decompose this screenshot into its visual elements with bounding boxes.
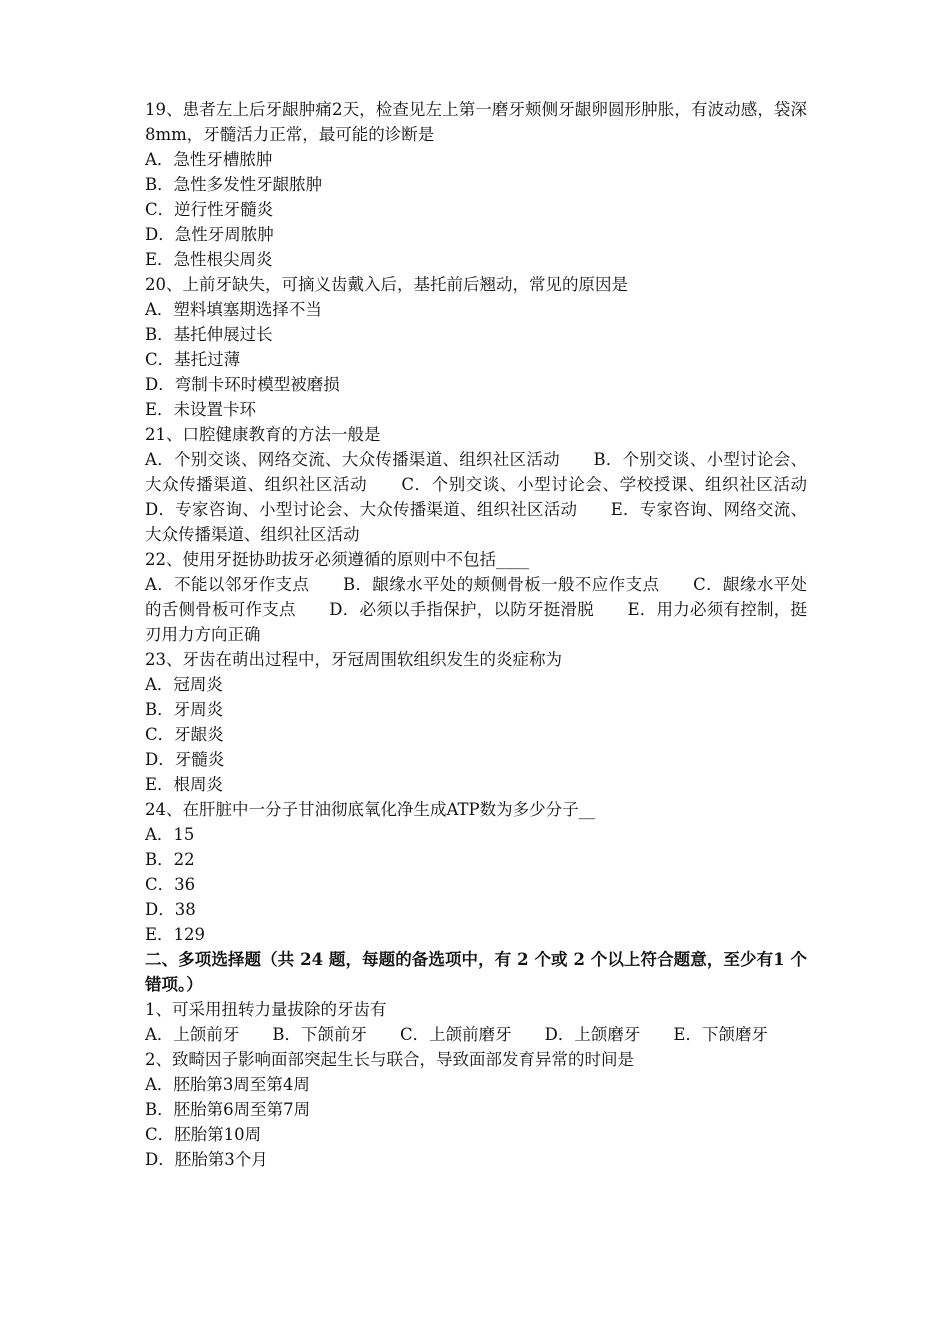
question-stem: 19、患者左上后牙龈肿痛2天，检查见左上第一磨牙颊侧牙龈卵圆形肿胀，有波动感，袋深8mm，牙髓活力正常，最可能的诊断是: [145, 100, 807, 144]
option: B．胚胎第6周至第7周: [145, 1100, 311, 1119]
option: D．胚胎第3个月: [145, 1150, 268, 1169]
document-page: [145, 97, 840, 1172]
option: E．未设置卡环: [145, 400, 257, 419]
inline-options: A．上颌前牙 B．下颌前牙 C．上颌前磨牙 D．上颌磨牙 E．下颌磨牙: [145, 1025, 768, 1044]
option: A．15: [145, 825, 195, 844]
option: C．牙龈炎: [145, 725, 224, 744]
option: C．基托过薄: [145, 350, 241, 369]
question-stem: 24、在肝脏中一分子甘油彻底氧化净生成ATP数为多少分子__: [145, 800, 596, 819]
section-heading: 二、多项选择题（共 24 题，每题的备选项中，有 2 个或 2 个以上符合题意，至少有1 个错项。）: [145, 950, 807, 994]
option: B．基托伸展过长: [145, 325, 273, 344]
option: B．22: [145, 850, 195, 869]
question-stem: 21、口腔健康教育的方法一般是: [145, 425, 381, 444]
option: E．129: [145, 925, 206, 944]
option: D．弯制卡环时模型被磨损: [145, 375, 340, 394]
option: E．根周炎: [145, 775, 224, 794]
inline-options: A．不能以邻牙作支点 B．龈缘水平处的颊侧骨板一般不应作支点 C．龈缘水平处的舌侧骨板可作支点 D．必须以手指保护，以防牙挺滑脱 E．用力必须有控制，挺刃用力方向正确: [145, 575, 807, 644]
question-stem: 23、牙齿在萌出过程中，牙冠周围软组织发生的炎症称为: [145, 650, 562, 669]
option: A．急性牙槽脓肿: [145, 150, 273, 169]
option: B．急性多发性牙龈脓肿: [145, 175, 323, 194]
option: A．冠周炎: [145, 675, 223, 694]
question-stem: 1、可采用扭转力量拔除的牙齿有: [145, 1000, 387, 1019]
option: A．塑料填塞期选择不当: [145, 300, 322, 319]
question-stem: 20、上前牙缺失，可摘义齿戴入后，基托前后翘动，常见的原因是: [145, 275, 628, 294]
option: C．胚胎第10周: [145, 1125, 262, 1144]
option: D．38: [145, 900, 196, 919]
question-stem: 22、使用牙挺协助拔牙必须遵循的原则中不包括____: [145, 550, 529, 569]
option: C．36: [145, 875, 196, 894]
option: A．胚胎第3周至第4周: [145, 1075, 310, 1094]
inline-options: A．个别交谈、网络交流、大众传播渠道、组织社区活动 B．个别交谈、小型讨论会、大众传播渠道、组织社区活动 C．个别交谈、小型讨论会、学校授课、组织社区活动 D．专家咨询、小型讨论会、大众传播渠道、组织社区活动 E．专家咨询、网络交流、大众传播渠道、组织社区活动: [145, 450, 840, 544]
option: D．急性牙周脓肿: [145, 225, 274, 244]
option: C．逆行性牙髓炎: [145, 200, 274, 219]
question-stem: 2、致畸因子影响面部突起生长与联合，导致面部发育异常的时间是: [145, 1050, 634, 1069]
option: D．牙髓炎: [145, 750, 225, 769]
option: B．牙周炎: [145, 700, 224, 719]
option: E．急性根尖周炎: [145, 250, 273, 269]
